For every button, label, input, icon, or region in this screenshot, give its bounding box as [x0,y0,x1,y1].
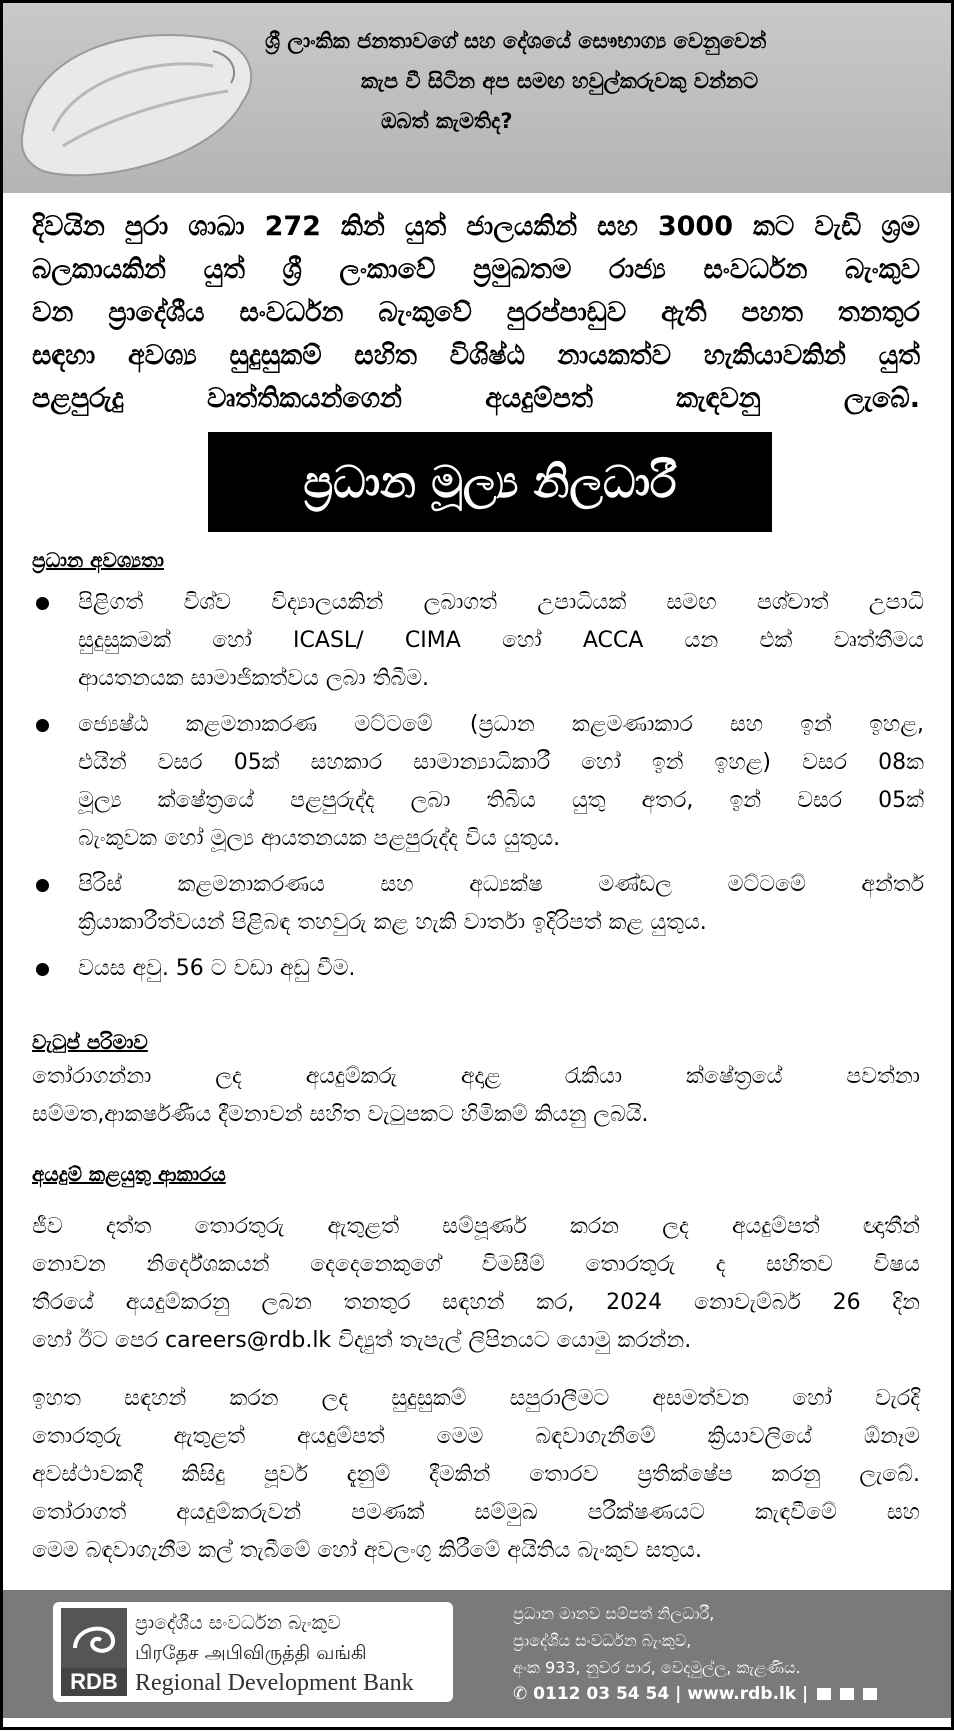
intro-paragraph [32,205,920,420]
logo-names [135,1608,414,1698]
list-item [36,584,924,698]
intro-line: සඳහා අවශ්‍ය සුදුසුකම් සහිත විශිෂ්ඨ නායකත්ව හැකියාවකින් යුත් [32,340,920,371]
bullet-icon [36,719,49,732]
youtube-icon[interactable] [863,1688,877,1700]
list-item-line: පිළිගත් විශ්ව විද්‍යාලයකින් ලබාගත් උපාධියක් සමඟ පශ්චාත් උපාධි [78,590,924,615]
apply-line: තෝරාගත් අයදුම්කරුවන් පමණක් සම්මුඛ පරීක්ෂණයට කැඳවීමේ සහ [32,1500,920,1525]
intro-line: වන ප්‍රාදේශීය සංවර්ධන බැංකුවේ පුරප්පාඩුව ඇති පහත තනතුර [32,297,920,328]
list-item-line: එයින් වසර 05ක් සහකාර සාමාන්‍යාධිකාරී හෝ ඉන් ඉහළ) වසර 08ක [78,750,924,775]
list-item-line: මූල්‍ය ක්ෂේත්‍රයේ පළපුරුද්ද ලබා තිබිය යුතු අතර, ඉන් වසර 05ක් [78,788,924,813]
rdb-swirl-icon [61,1608,127,1668]
salary-heading: වැටුප් පරිමාව [32,1030,148,1054]
salary-paragraph [32,1058,920,1134]
intro-line: දිවයින පුරා ශාඛා 272 කින් යුත් ජාලයකින් සහ 3000 කට වැඩි ශ්‍රම [32,211,920,242]
logo-name-sinhala: ප්‍රාදේශීය සංවර්ධන බැංකුව [135,1612,341,1634]
apply-line: තීරයේ අයදුම්කරනු ලබන තනතුර සඳහන් කර, 2024 නොවැම්බර් 26 දින [32,1290,920,1315]
facebook-icon[interactable] [817,1688,831,1700]
apply-line: ජීව දත්ත තොරතුරු ඇතුළත් සම්පූර්ණ කරන ලද අයදුම්පත් ඥාතීන් [32,1214,920,1239]
apply-line: තොරතුරු ඇතුළත් අයදුම්පත් මෙම බඳවාගැනීමේ ක්‍රියාවලියේ ඕනෑම [32,1424,920,1449]
list-item-line: ජ්‍යෙෂ්ඨ කළමනාකරණ මට්ටමේ (ප්‍රධාන කළමණාකාර සහ ඉන් ඉහළ, [78,712,924,737]
apply-line: ඉහත සඳහන් කරන ලද සුදුසුකම් සපුරාලීමට අසමත්වන හෝ වැරදි [32,1386,920,1411]
tagline-line: ඔබත් කැමතිද? [381,109,513,133]
separator: | [802,1684,809,1704]
separator: | [675,1684,682,1704]
apply-line: අවස්ථාවකදී කිසිදු පූර්ව දැනුම් දීමකින් තොරව ප්‍රතික්ෂේප කරනු ලැබේ. [32,1462,920,1487]
conch-shell-icon [13,11,263,191]
apply-line: හෝ ඊට පෙර careers@rdb.lk විද්‍යුත් තැපැල් ලිපිනයට යොමු කරන්න. [32,1328,692,1353]
logo-rdb-text: RDB [61,1668,127,1696]
phone-icon: ✆ [513,1684,528,1704]
list-item-line: බැංකුවක හෝ මූල්‍ය ආයතනයක පළපුරුද්ද විය යුතුය. [78,826,561,851]
header-banner [3,3,951,193]
requirements-list [36,584,924,996]
twitter-icon[interactable] [840,1688,854,1700]
list-item-line: ක්‍රියාකාරීත්වයන් පිළිබඳ තහවුරු කළ හැකි වාර්තා ඉදිරිපත් කළ යුතුය. [78,910,707,935]
intro-line: පළපුරුදු වෘත්තිකයන්ගෙන් අයදුම්පත් කැඳවනු ලැබේ. [32,383,920,414]
list-item-line: වයස අවු. 56 ට වඩා අඩු වීම. [78,956,356,981]
bullet-icon [36,597,49,610]
list-item-line: ආයතනයක සාමාජිකත්වය ලබා තිබීම. [78,666,430,691]
rdb-logo [53,1602,453,1702]
apply-paragraph-2 [32,1380,920,1570]
contact-line: ප්‍රාදේශීය සංවර්ධන බැංකුව, [513,1631,692,1650]
footer [3,1590,951,1718]
apply-paragraph-1 [32,1208,920,1360]
list-item [36,950,924,988]
contact-block [513,1600,943,1708]
logo-name-english: Regional Development Bank [135,1670,414,1696]
intro-line: බලකායකින් යුත් ශ්‍රී ලංකාවේ ප්‍රමුඛතම රාජ්‍ය සංවර්ධන බැංකුව [32,254,920,285]
contact-line: ප්‍රධාන මානව සම්පත් නිලධාරී, [513,1604,715,1623]
position-title: ප්‍රධාන මූල්‍ය නිලධාරී [208,432,772,532]
contact-phone-web [513,1681,943,1708]
list-item [36,706,924,858]
salary-line: තෝරාගන්නා ලද අයදුම්කරු අදාළ රැකියා ක්ෂේත්‍රයේ පවත්නා [32,1064,920,1089]
phone-number: 0112 03 54 54 [533,1684,670,1704]
apply-line: නොවන නිර්දේශකයන් දෙදෙනෙකුගේ විමසීම් තොරතුරු ද සහිතව විෂය [32,1252,920,1277]
header-tagline [253,21,943,141]
tagline-line: කැප වී සිටින අප සමඟ හවුල්කරුවකු වන්නට [361,69,759,93]
list-item-line: සුදුසුකමක් හෝ ICASL/ CIMA හෝ ACCA යන එක් වෘත්තීමය [78,628,924,653]
list-item [36,866,924,942]
list-item-line: පිරිස් කළමනාකරණය සහ අධ්‍යක්ෂ මණ්ඩල මට්ටමේ අන්තර් [78,872,924,897]
contact-line: අංක 933, නුවර පාර, වෙදමුල්ල, කැළණිය. [513,1658,801,1677]
salary-line: සම්මත,ආකර්ෂණීය දීමනාවන් සහිත වැටුපකට හිමිකම් කියනු ලබයි. [32,1102,649,1127]
requirements-heading: ප්‍රධාන අවශ්‍යතා [32,548,164,572]
logo-name-tamil: பிரதேச அபிவிருத்தி வங்கி [135,1642,367,1664]
apply-heading: අයදුම් කළයුතු ආකාරය [32,1162,226,1186]
bullet-icon [36,963,49,976]
tagline-line: ශ්‍රී ලාංකික ජනතාවගේ සහ දේශයේ සෞභාග්‍ය වෙනුවෙන් [265,29,767,53]
website-link[interactable]: www.rdb.lk [687,1684,797,1704]
apply-line: මෙම බඳවාගැනීම කල් තැබීමේ හෝ අවලංගු කිරීමේ අයිතිය බැංකුව සතුය. [32,1538,702,1563]
bullet-icon [36,879,49,892]
